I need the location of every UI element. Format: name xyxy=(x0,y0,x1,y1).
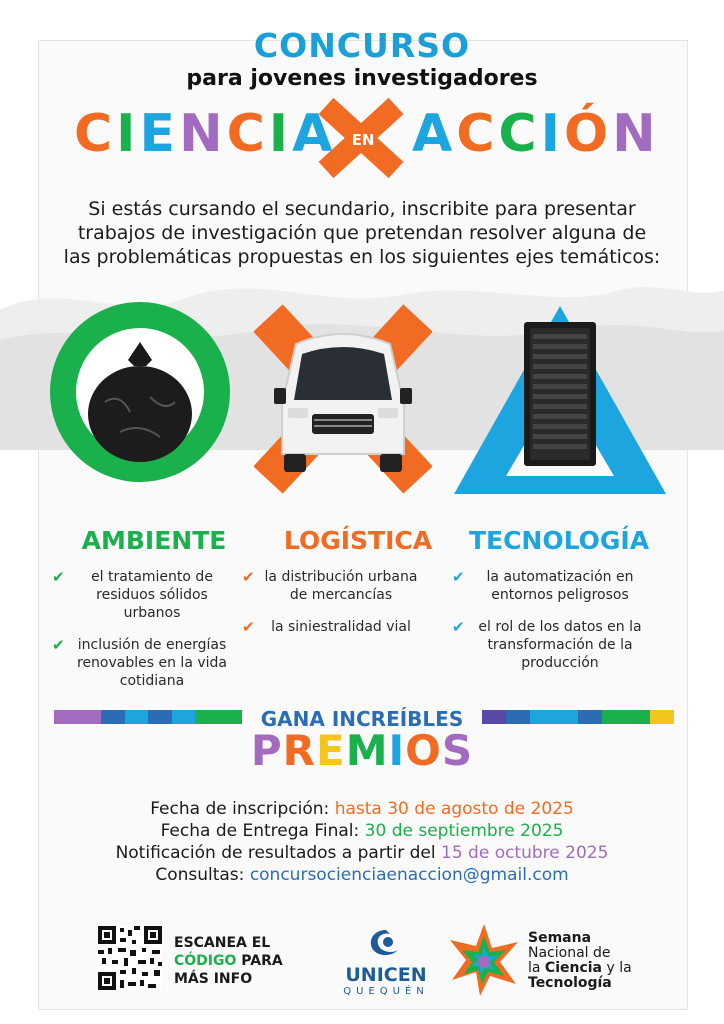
check-icon: ✔ xyxy=(242,568,255,586)
scan-instructions: ESCANEA EL CÓDIGO PARA MÁS INFO xyxy=(174,935,283,987)
logistica-items xyxy=(242,568,420,650)
list-item: ✔ el tratamiento de residuos sólidos urbanos xyxy=(52,568,213,621)
snct-label: Semana Nacional de la Ciencia y la Tecnología xyxy=(528,930,632,991)
van-icon xyxy=(274,334,412,472)
server-rack-icon xyxy=(524,322,596,466)
intro-text: Si estás cursando el secundario, inscribite para presentar trabajos de investigación que pretendan resolver alguna de las problemáticas propuestas en los siguientes ejes temáticos: xyxy=(63,198,661,268)
axis-title-tecnologia: TECNOLOGÍA xyxy=(468,526,650,555)
logistica-x-icon xyxy=(254,304,432,494)
contact-email: Consultas: concursocienciaenaccion@gmail.com xyxy=(155,865,569,885)
list-item: ✔ inclusión de energías renovables en la vida cotidiana xyxy=(52,636,227,689)
dates-block xyxy=(0,798,724,886)
tecnologia-items xyxy=(452,568,648,686)
tecnologia-triangle-icon xyxy=(454,306,666,494)
qr-code-icon[interactable] xyxy=(98,926,162,990)
list-item: ✔ el rol de los datos en la transformación de la producción xyxy=(452,618,642,671)
notification-date: Notificación de resultados a partir del 15 de octubre 2025 xyxy=(115,843,609,863)
prize-line1: GANA INCREÍBLES xyxy=(260,707,464,731)
brand-word-accion: ACCIÓN xyxy=(412,104,660,164)
axis-title-ambiente: AMBIENTE xyxy=(81,526,227,555)
list-item: ✔ la siniestralidad vial xyxy=(242,618,411,636)
check-icon: ✔ xyxy=(242,618,255,636)
check-icon: ✔ xyxy=(452,568,465,586)
check-icon: ✔ xyxy=(452,618,465,636)
brand-connector: EN xyxy=(351,131,375,149)
ambiente-ring-icon xyxy=(50,302,230,482)
check-icon: ✔ xyxy=(52,636,65,654)
list-item: ✔ la automatización en entornos peligrosos xyxy=(452,568,634,603)
snct-star-icon xyxy=(446,922,522,998)
ambiente-items xyxy=(52,568,232,704)
prize-line2: PREMIOS xyxy=(250,726,474,775)
brand-logo xyxy=(0,104,724,174)
poster-subtitle: para jovenes investigadores xyxy=(186,66,538,91)
poster-title: CONCURSO xyxy=(253,26,471,65)
axis-title-logistica: LOGÍSTICA xyxy=(283,526,433,555)
list-item: ✔ la distribución urbana de mercancías xyxy=(242,568,418,603)
registration-date: Fecha de inscripción: hasta 30 de agosto de 2025 xyxy=(150,799,574,819)
unicen-logo: UNICEN QUEQUÉN xyxy=(336,928,436,997)
final-date: Fecha de Entrega Final: 30 de septiembre 2025 xyxy=(160,821,564,841)
unicen-swirl-icon xyxy=(366,928,406,962)
brand-word-ciencia: CIENCIA xyxy=(74,104,337,164)
check-icon: ✔ xyxy=(52,568,65,586)
